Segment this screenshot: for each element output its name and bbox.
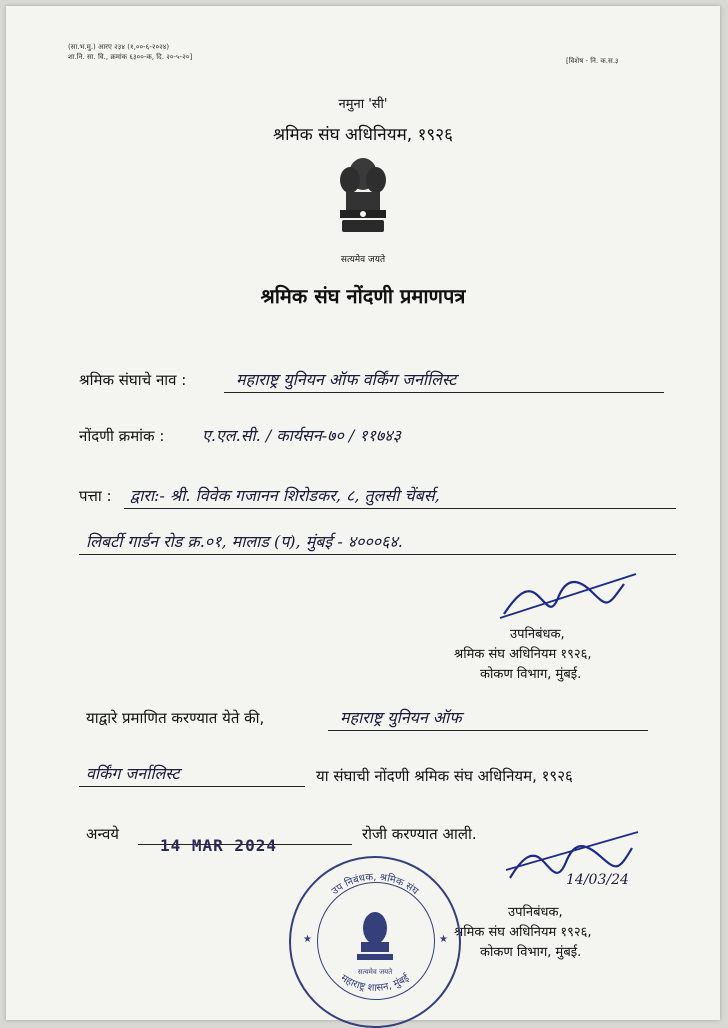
form-title: नमुना 'सी' <box>338 97 388 112</box>
official-seal <box>289 856 461 1028</box>
signatory-bottom-title: उपनिबंधक, <box>508 905 563 920</box>
signature-date: 14/03/24 <box>566 872 629 888</box>
address-label: पत्ता : <box>79 487 112 505</box>
signatory-top-act: श्रमिक संघ अधिनियम १९२६, <box>454 647 592 662</box>
seal-outer-bottom-text: महाराष्ट्र शासन, मुंबई <box>338 972 412 994</box>
reference-line-1: (सा.भ.मु.) आरए २३४ (१,००-६-२०२४) <box>68 43 170 51</box>
certification-anvaye: अन्वये <box>86 825 119 843</box>
emblem-motto: सत्यमेव जयते <box>340 255 386 265</box>
address-line-1: द्वारा:- श्री. विवेक गजानन शिरोडकर, ८, तुलसी चेंबर्स, <box>130 486 440 505</box>
seal-outer-top-text: उप निबंधक, श्रमिक संघ <box>329 871 421 898</box>
registration-value: ए.एल.सी. / कार्यसन-७० / ११७४३ <box>202 426 401 445</box>
date-stamp: 14 MAR 2024 <box>160 836 277 855</box>
certification-union-part-1: महाराष्ट्र युनियन ऑफ <box>340 708 462 727</box>
signatory-bottom-act: श्रमिक संघ अधिनियम १९२६, <box>454 925 592 940</box>
union-name-label: श्रमिक संघाचे नाव : <box>79 371 187 389</box>
signatory-top-title: उपनिबंधक, <box>510 627 565 642</box>
signature-top <box>496 566 646 626</box>
address-underline-2 <box>79 554 676 555</box>
signatory-top-division: कोकण विभाग, मुंबई. <box>480 667 582 682</box>
certificate-title: श्रमिक संघ नोंदणी प्रमाणपत्र <box>260 284 466 308</box>
address-line-2: लिबर्टी गार्डन रोड क्र.०१, मालाड (प), मुंबई - ४०००६४. <box>86 532 403 551</box>
seal-star-left: ★ <box>303 934 312 945</box>
form-code: [विशेष - नि. क.स.३ <box>566 57 619 65</box>
certificate-page <box>6 6 720 1020</box>
seal-star-right: ★ <box>439 934 448 945</box>
certification-middle: या संघाची नोंदणी श्रमिक संघ अधिनियम, १९२६ <box>316 767 573 785</box>
registration-label: नोंदणी क्रमांक : <box>79 427 165 445</box>
seal-inner-motto: सत्यमेव जयते <box>357 968 393 976</box>
union-name-underline <box>224 392 664 393</box>
union-name-value: महाराष्ट्र युनियन ऑफ वर्किंग जर्नालिस्ट <box>236 370 457 389</box>
address-underline-1 <box>124 508 676 509</box>
act-title: श्रमिक संघ अधिनियम, १९२६ <box>273 125 453 145</box>
certification-underline-1 <box>328 730 648 731</box>
national-emblem-icon <box>332 152 394 252</box>
signatory-bottom-division: कोकण विभाग, मुंबई. <box>480 945 582 960</box>
certification-union-part-2: वर्किंग जर्नालिस्ट <box>86 764 180 783</box>
certification-suffix: रोजी करण्यात आली. <box>362 825 477 843</box>
reference-line-2: शा.नि. सा. वि., क्रमांक ६३००-क, दि. २०-५-२०] <box>68 53 193 61</box>
certification-underline-2 <box>79 786 305 787</box>
certification-prefix: याद्वारे प्रमाणित करण्यात येते की, <box>86 709 265 727</box>
